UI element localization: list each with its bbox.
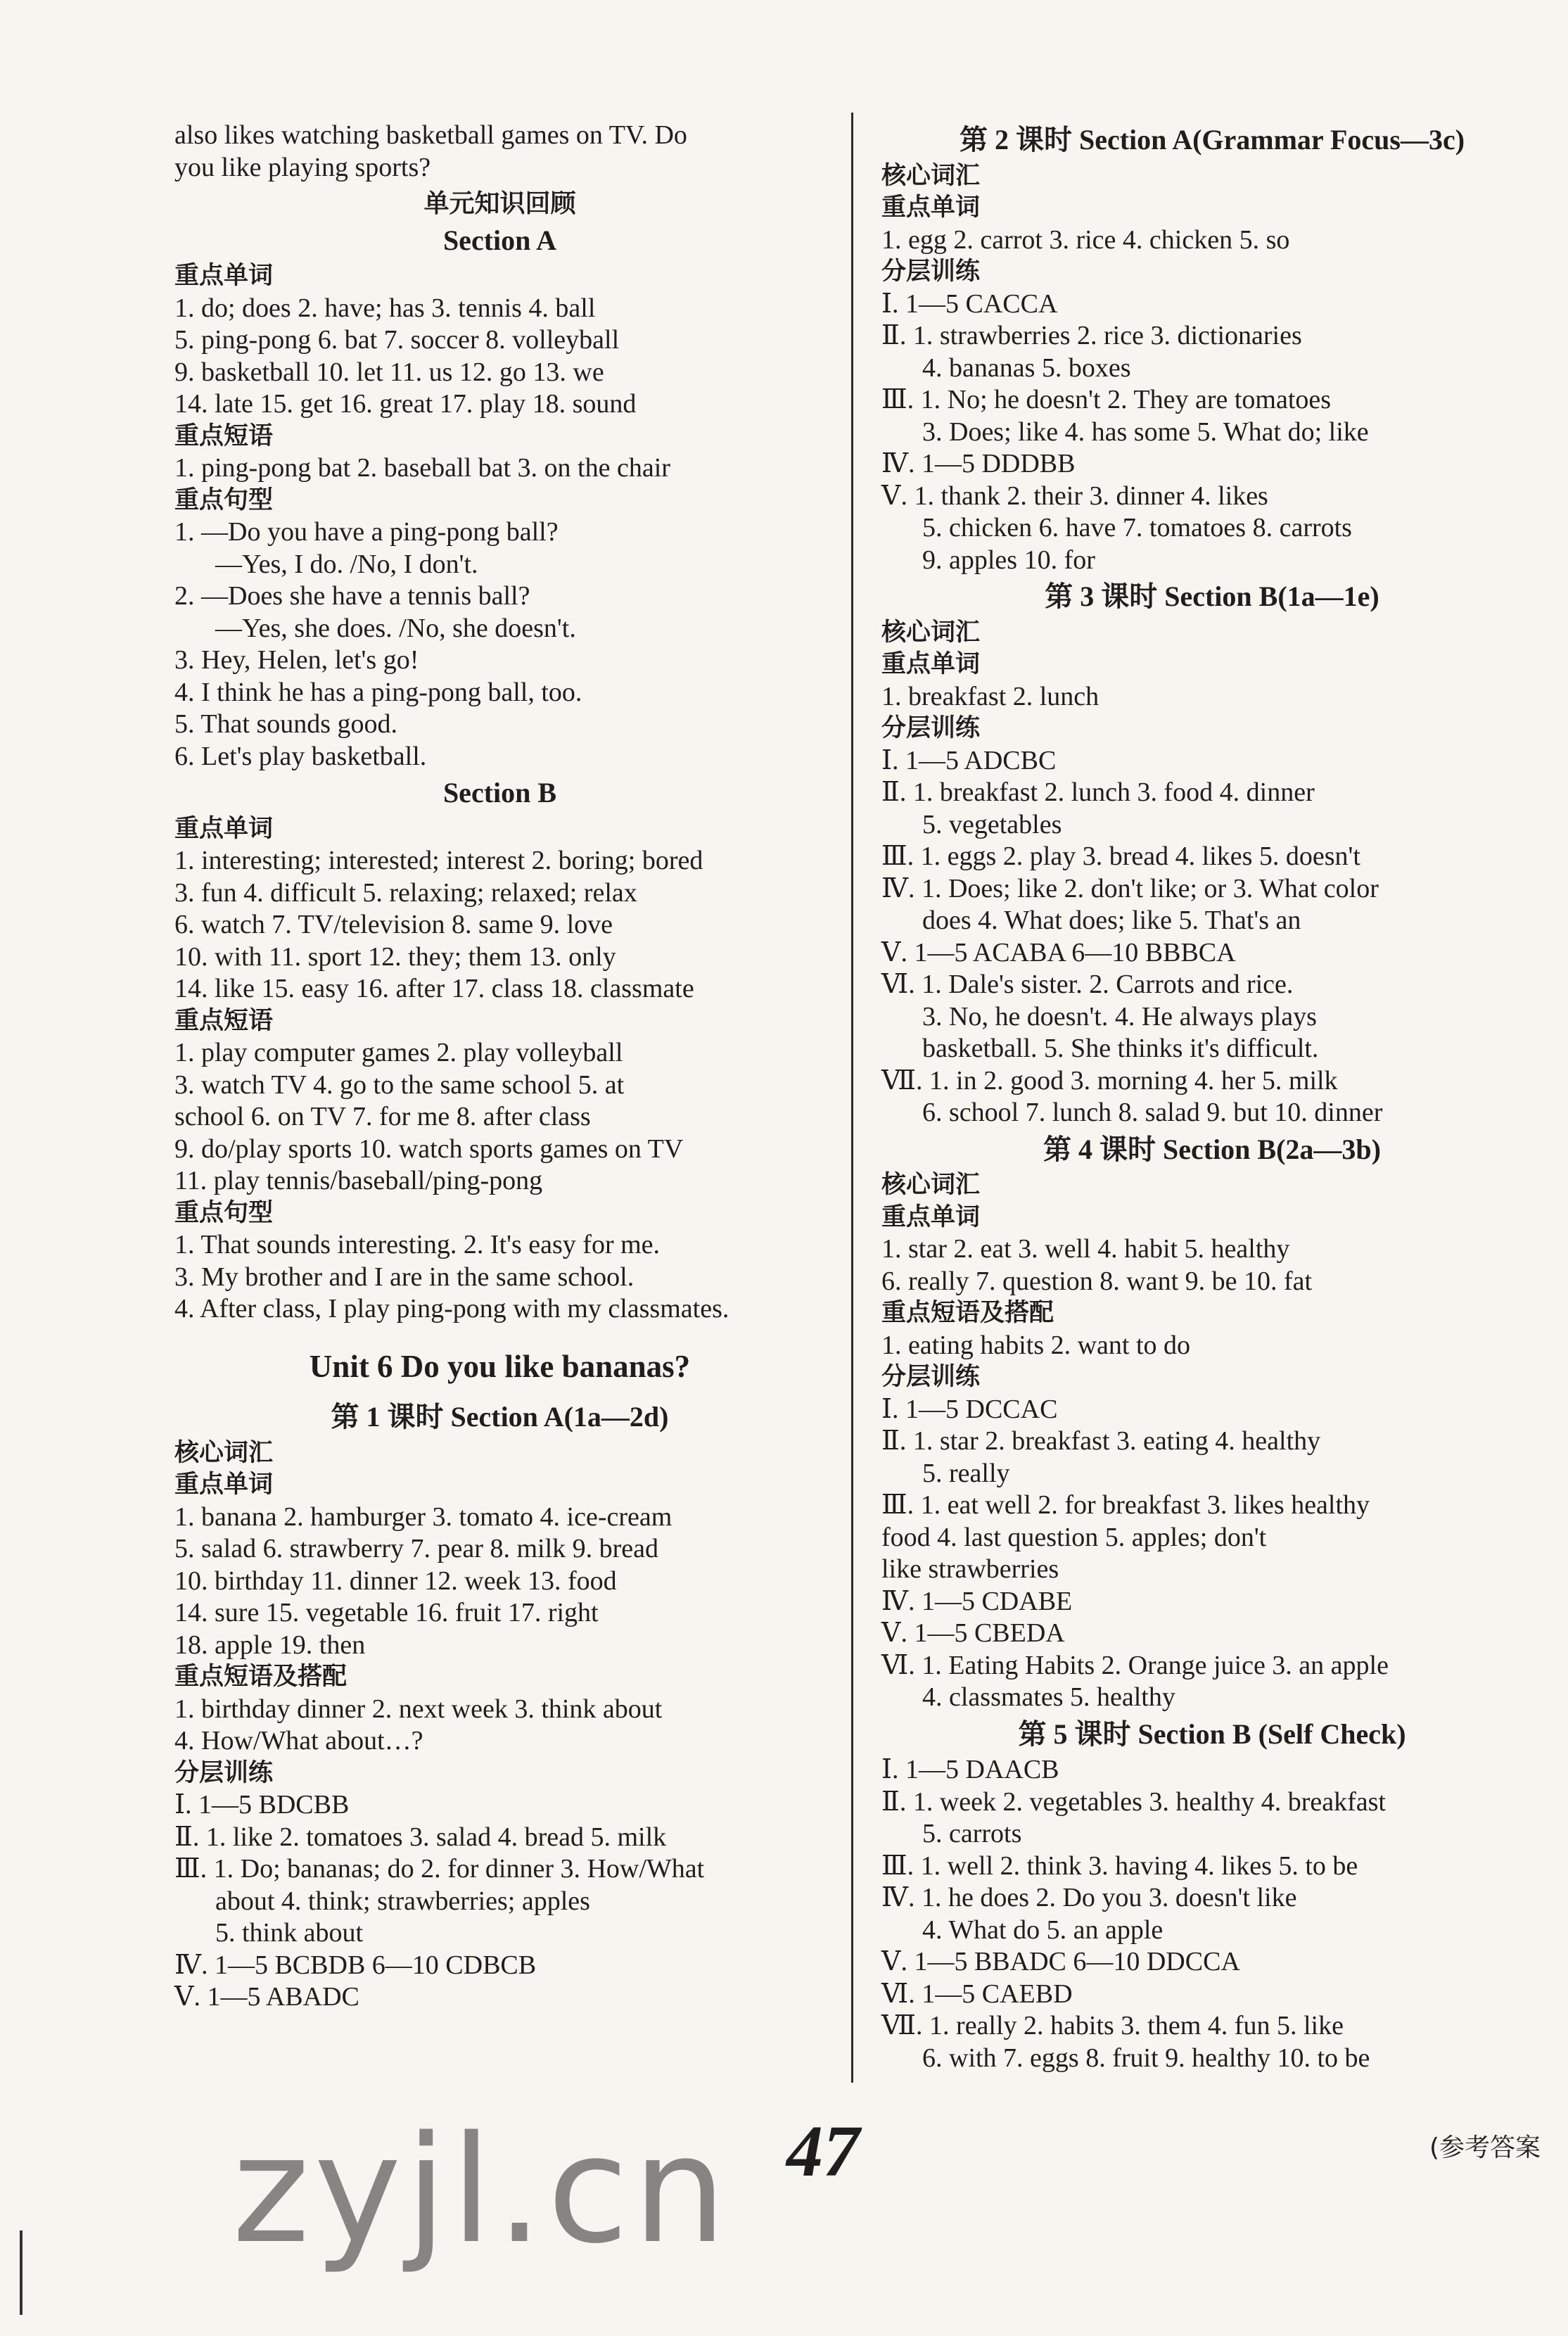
section-heading: Section B <box>442 777 557 808</box>
text-line: Ⅱ. 1. strawberries 2. rice 3. dictionaries <box>881 321 1302 350</box>
text-line: 3. fun 4. difficult 5. relaxing; relaxed; relax <box>174 877 637 908</box>
text-line-indented: about 4. think; strawberries; apples <box>215 1886 590 1916</box>
text-line: 1. That sounds interesting. 2. It's easy for me. <box>174 1230 661 1259</box>
text-line: 4. I think he has a ping-pong ball, too. <box>174 677 582 707</box>
text-line: 1. do; does 2. have; has 3. tennis 4. ball <box>174 293 596 323</box>
text-line: 14. like 15. easy 16. after 17. class 18. classmate <box>174 974 694 1003</box>
section-label: 重点句型 <box>174 485 274 514</box>
section-label: 核心词汇 <box>881 618 981 647</box>
section-label: 重点单词 <box>881 1202 981 1231</box>
text-line: 1. egg 2. carrot 3. rice 4. chicken 5. so <box>881 224 1290 255</box>
text-line: 6. really 7. question 8. want 9. be 10. fat <box>881 1266 1313 1296</box>
text-line-indented: 5. carrots <box>922 1819 1022 1848</box>
section-label: 重点句型 <box>174 1198 274 1227</box>
section-label: 核心词汇 <box>174 1438 274 1467</box>
text-line: 1. banana 2. hamburger 3. tomato 4. ice-cream <box>174 1502 673 1532</box>
text-line: Ⅱ. 1. star 2. breakfast 3. eating 4. healthy <box>881 1426 1321 1456</box>
text-line: Ⅱ. 1. week 2. vegetables 3. healthy 4. breakfast <box>881 1786 1386 1817</box>
text-line: Ⅰ. 1—5 DAACB <box>881 1755 1059 1784</box>
text-line-indented: 4. What do 5. an apple <box>922 1915 1164 1945</box>
text-line-indented: 5. really <box>922 1458 1010 1488</box>
text-line: 1. play computer games 2. play volleyball <box>174 1038 623 1067</box>
text-line: Ⅰ. 1—5 ADCBC <box>881 745 1057 775</box>
text-line: Ⅵ. 1. Dale's sister. 2. Carrots and rice. <box>881 970 1294 999</box>
text-line: also likes watching basketball games on TV. Do <box>174 120 687 150</box>
text-line: Ⅲ. 1. eggs 2. play 3. bread 4. likes 5. doesn't <box>881 842 1360 871</box>
text-line: 9. basketball 10. let 11. us 12. go 13. we <box>174 357 604 387</box>
text-line: Ⅴ. 1. thank 2. their 3. dinner 4. likes <box>881 481 1268 511</box>
text-line-indented: 6. with 7. eggs 8. fruit 9. healthy 10. to be <box>922 2043 1370 2073</box>
text-line: 1. —Do you have a ping-pong ball? <box>174 517 559 547</box>
column-divider <box>851 113 853 2083</box>
text-line-indented: 4. classmates 5. healthy <box>922 1682 1175 1712</box>
section-label: 重点单词 <box>174 814 274 843</box>
unit-heading: Unit 6 Do you like bananas? <box>309 1348 691 1384</box>
text-line: 2. —Does she have a tennis ball? <box>174 581 530 611</box>
text-line: like strawberries <box>881 1554 1059 1584</box>
text-line: Ⅴ. 1—5 BBADC 6—10 DDCCA <box>881 1947 1240 1976</box>
text-line: Ⅰ. 1—5 BDCBB <box>174 1790 350 1820</box>
text-line: Ⅵ. 1. Eating Habits 2. Orange juice 3. an apple <box>881 1650 1389 1680</box>
section-label: 重点单词 <box>881 193 981 222</box>
text-line-indented: 5. vegetables <box>922 809 1062 839</box>
text-line: 5. That sounds good. <box>174 709 398 739</box>
section-label: 核心词汇 <box>881 1171 981 1199</box>
text-line: Ⅲ. 1. Do; bananas; do 2. for dinner 3. How/What <box>174 1854 705 1884</box>
text-line: Ⅲ. 1. well 2. think 3. having 4. likes 5. to be <box>881 1851 1358 1881</box>
text-line: school 6. on TV 7. for me 8. after class <box>174 1102 591 1131</box>
text-line: Ⅱ. 1. breakfast 2. lunch 3. food 4. dinner <box>881 777 1315 807</box>
text-line: Ⅳ. 1—5 DDDBB <box>881 449 1076 478</box>
text-line: 3. Hey, Helen, let's go! <box>174 645 419 675</box>
text-line: Ⅴ. 1—5 ABADC <box>174 1982 359 2012</box>
section-label: 分层训练 <box>881 258 981 286</box>
text-line-indented: 3. No, he doesn't. 4. He always plays <box>922 1001 1317 1031</box>
watermark: zyjl.cn <box>232 2104 731 2276</box>
section-label: 重点单词 <box>174 262 274 290</box>
text-line: Ⅶ. 1. in 2. good 3. morning 4. her 5. milk <box>881 1065 1338 1096</box>
text-line-indented: —Yes, she does. /No, she doesn't. <box>215 613 576 643</box>
text-line: 5. ping-pong 6. bat 7. soccer 8. volleyball <box>174 325 620 355</box>
text-line: 1. birthday dinner 2. next week 3. think about <box>174 1694 663 1724</box>
text-line-indented: 4. bananas 5. boxes <box>922 353 1131 383</box>
text-line: 14. late 15. get 16. great 17. play 18. sound <box>174 389 637 419</box>
text-line: 11. play tennis/baseball/ping-pong <box>174 1166 543 1195</box>
text-line: Ⅳ. 1. Does; like 2. don't like; or 3. What color <box>881 873 1379 903</box>
section-label: 重点单词 <box>174 1471 274 1499</box>
text-line: Ⅲ. 1. No; he doesn't 2. They are tomatoes <box>881 385 1332 414</box>
text-line: 1. breakfast 2. lunch <box>881 681 1099 711</box>
text-line: Ⅳ. 1—5 CDABE <box>881 1586 1073 1616</box>
text-line: 1. interesting; interested; interest 2. boring; bored <box>174 846 703 875</box>
text-line-indented: 6. school 7. lunch 8. salad 9. but 10. dinner <box>922 1098 1383 1127</box>
text-line: 14. sure 15. vegetable 16. fruit 17. right <box>174 1598 599 1627</box>
text-line: Ⅶ. 1. really 2. habits 3. them 4. fun 5. like <box>881 2011 1344 2040</box>
text-line: Ⅳ. 1—5 BCBDB 6—10 CDBCB <box>174 1950 537 1980</box>
footer-label: (参考答案 <box>1429 2133 1541 2162</box>
section-label: 重点短语 <box>174 1006 274 1035</box>
text-line-indented: —Yes, I do. /No, I don't. <box>215 549 478 579</box>
text-line: 5. salad 6. strawberry 7. pear 8. milk 9. bread <box>174 1534 659 1563</box>
text-line: 1. star 2. eat 3. well 4. habit 5. healthy <box>881 1234 1290 1264</box>
text-line: 1. ping-pong bat 2. baseball bat 3. on the chair <box>174 453 670 483</box>
text-line: 1. eating habits 2. want to do <box>881 1330 1191 1360</box>
section-heading: 第 4 课时 Section B(2a—3b) <box>1043 1133 1381 1165</box>
left-column <box>174 120 825 2014</box>
text-line: 3. My brother and I are in the same school. <box>174 1262 635 1292</box>
section-label: 分层训练 <box>174 1758 274 1787</box>
text-line: 3. watch TV 4. go to the same school 5. at <box>174 1069 625 1100</box>
text-line: Ⅴ. 1—5 CBEDA <box>881 1618 1065 1648</box>
section-label: 分层训练 <box>881 1363 981 1391</box>
text-line: food 4. last question 5. apples; don't <box>881 1522 1267 1552</box>
review-heading: 单元知识回顾 <box>423 189 576 218</box>
text-line: 18. apple 19. then <box>174 1630 366 1660</box>
page-number: 47 <box>786 2111 860 2192</box>
text-line: Ⅴ. 1—5 ACABA 6—10 BBBCA <box>881 937 1236 967</box>
text-line-indented: does 4. What does; like 5. That's an <box>922 906 1301 935</box>
text-line: Ⅰ. 1—5 DCCAC <box>881 1394 1058 1424</box>
text-line-indented: 3. Does; like 4. has some 5. What do; like <box>922 417 1369 447</box>
section-label: 重点单词 <box>881 650 981 678</box>
section-heading: 第 5 课时 Section B (Self Check) <box>1018 1718 1406 1750</box>
text-line: Ⅵ. 1—5 CAEBD <box>881 1979 1073 2009</box>
margin-mark <box>20 2230 23 2315</box>
text-line-indented: 5. chicken 6. have 7. tomatoes 8. carrots <box>922 513 1352 542</box>
text-line: Ⅲ. 1. eat well 2. for breakfast 3. likes healthy <box>881 1490 1370 1520</box>
section-heading: 第 3 课时 Section B(1a—1e) <box>1045 580 1379 612</box>
section-label: 重点短语及搭配 <box>174 1663 348 1691</box>
text-line-indented: basketball. 5. She thinks it's difficult. <box>922 1034 1319 1063</box>
right-column <box>881 120 1543 2074</box>
text-line: Ⅱ. 1. like 2. tomatoes 3. salad 4. bread 5. milk <box>174 1822 667 1852</box>
text-line-indented: 5. think about <box>215 1918 364 1948</box>
text-line: 10. birthday 11. dinner 12. week 13. food <box>174 1566 617 1596</box>
text-line: 4. After class, I play ping-pong with my classmates. <box>174 1294 729 1323</box>
text-line: Ⅰ. 1—5 CACCA <box>881 288 1058 319</box>
text-line-indented: 9. apples 10. for <box>922 545 1095 575</box>
text-line: 6. Let's play basketball. <box>174 741 427 771</box>
text-line: 9. do/play sports 10. watch sports games on TV <box>174 1134 684 1164</box>
section-heading: 第 1 课时 Section A(1a—2d) <box>331 1401 669 1433</box>
text-line: 10. with 11. sport 12. they; them 13. only <box>174 941 616 972</box>
text-line: Ⅳ. 1. he does 2. Do you 3. doesn't like <box>881 1883 1297 1912</box>
section-label: 核心词汇 <box>881 161 981 190</box>
section-heading: Section A <box>442 224 557 256</box>
text-line: you like playing sports? <box>174 152 431 182</box>
section-label: 重点短语 <box>174 421 274 450</box>
section-heading: 第 2 课时 Section A(Grammar Focus—3c) <box>959 124 1465 155</box>
section-label: 重点短语及搭配 <box>881 1299 1054 1327</box>
text-line: 4. How/What about…? <box>174 1726 423 1756</box>
text-line: 6. watch 7. TV/television 8. same 9. love <box>174 910 613 939</box>
section-label: 分层训练 <box>881 714 981 742</box>
